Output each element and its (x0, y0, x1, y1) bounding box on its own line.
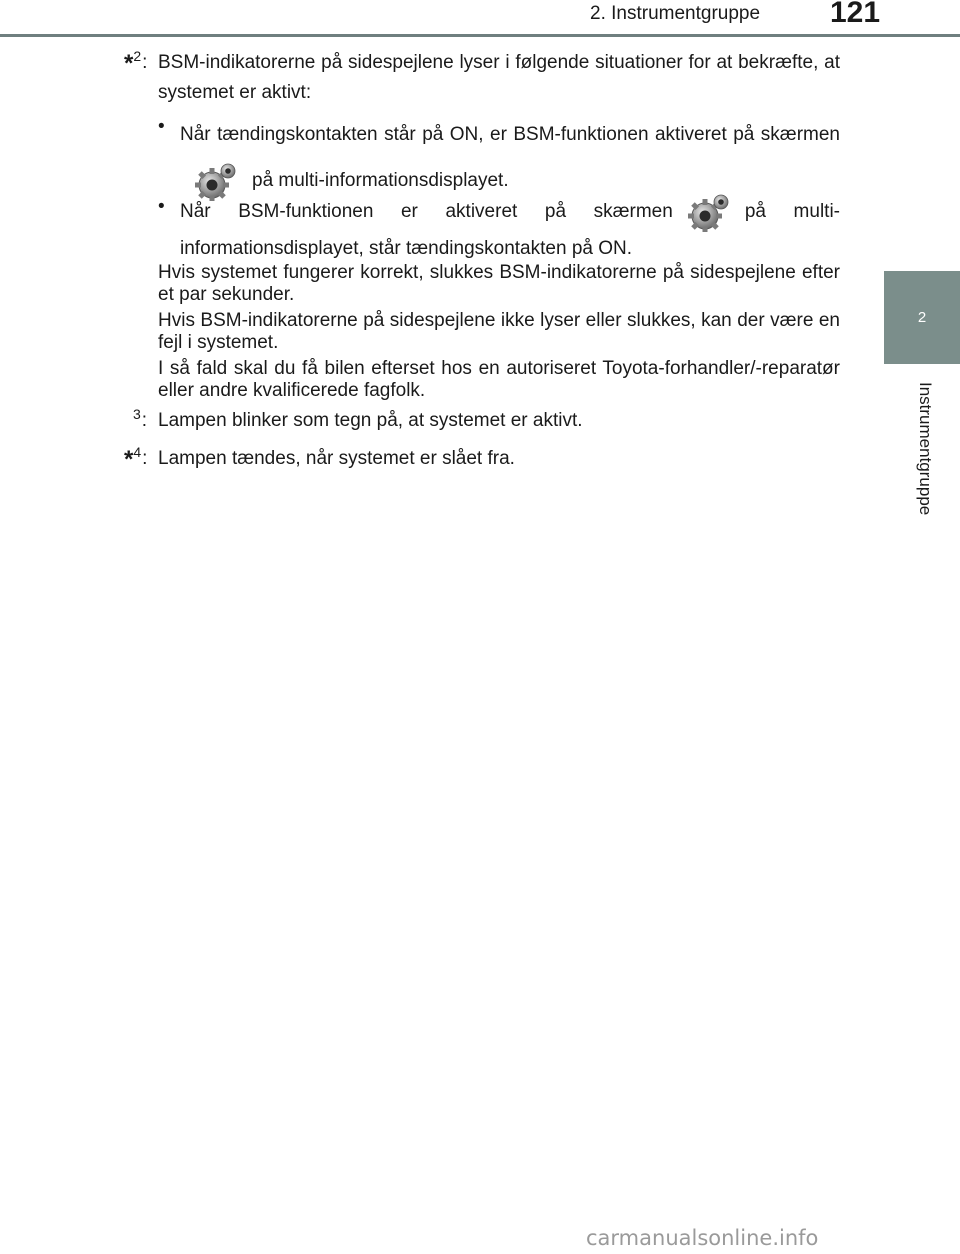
watermark: carmanualsonline.info (586, 1226, 819, 1250)
page-number: 121 (830, 0, 881, 29)
gear-icon (687, 192, 731, 232)
paragraph-possible-fault: Hvis BSM-indikatorerne på sidespejlene ikke lyser eller slukkes, kan der være en fejl i systemet. (158, 310, 840, 353)
header-rule (0, 34, 960, 37)
bullet-1-text-before: Når tændingskontakten står på ON, er BSM-funktionen aktiveret på skærmen (180, 124, 840, 145)
footnote-2-text: BSM-indikatorerne på sidespejlene lyser i følgende situationer for at bekræfte, at systemet er aktivt: (158, 52, 840, 103)
footnote-3 (124, 406, 840, 432)
paragraph-correct-function: Hvis systemet fungerer korrekt, slukkes BSM-indikatorerne på sidespejlene efter et par sekunder. (158, 262, 840, 305)
footnote-2 (124, 48, 840, 108)
bullet-2-text-before: Når BSM-funktionen er aktiveret på skærmen (180, 201, 673, 223)
bullet-item-1: • Når tændingskontakten står på ON, er BSM-funktionen aktiveret på skærmenpå multi-informationsdisplayet. (158, 112, 840, 204)
footnote-4-marker: *$^4$: (124, 444, 148, 473)
footnote-3-text: Lampen blinker som tegn på, at systemet er aktivt. (158, 410, 583, 431)
footnote-2-marker: *$^2$: (124, 48, 148, 77)
bullet-2-text-after: på multi-informationsdisplayet, står tændingskontakten på ON. (180, 201, 840, 259)
paragraph-service-advice: I så fald skal du få bilen efterset hos en autoriseret Toyota-forhandler/-reparatør eller andre kvalificerede fagfolk. (158, 358, 840, 401)
chapter-tab-number: 2 (917, 309, 927, 326)
chapter-tab-label: Instrumentgruppe (916, 382, 935, 516)
header-section-title: 2. Instrumentgruppe (590, 3, 761, 24)
footnote-3-marker: $^3$: (133, 406, 148, 431)
footnote-4-text: Lampen tændes, når systemet er slået fra. (158, 448, 515, 469)
bullet-item-2: • Når BSM-funktionen er aktiveret på skærmen på multi-informationsdisplayet, står tændingskontakten på ON. (158, 192, 840, 266)
footnote-4 (124, 444, 840, 473)
bullet-1-text-after: på multi-informationsdisplayet. (252, 170, 509, 191)
chapter-tab[interactable] (884, 271, 960, 364)
